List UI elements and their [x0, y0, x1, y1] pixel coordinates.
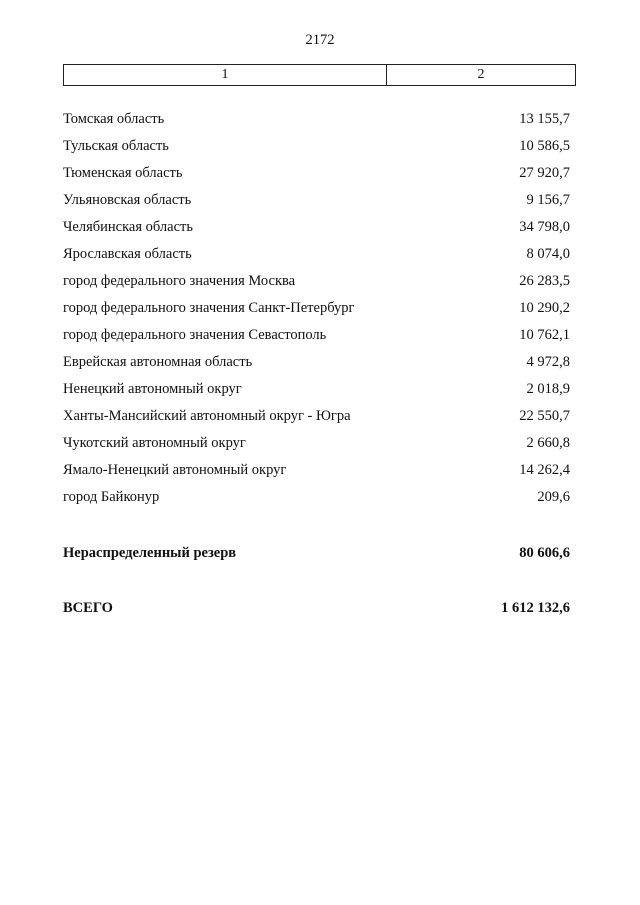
region-name: Томская область — [63, 111, 165, 127]
total-row — [63, 598, 570, 619]
region-name: Ярославская область — [63, 246, 192, 262]
column-header-table — [63, 64, 576, 86]
region-name: Челябинская область — [63, 219, 193, 235]
table-row — [63, 298, 570, 325]
region-name: Ненецкий автономный округ — [63, 381, 242, 397]
table-row — [63, 433, 570, 460]
table-row — [63, 406, 570, 433]
region-name: город федерального значения Севастополь — [63, 327, 327, 343]
table-row — [63, 136, 570, 163]
table-row — [63, 325, 570, 352]
table-row — [63, 379, 570, 406]
table-row — [63, 109, 570, 136]
region-value: 27 920,7 — [519, 165, 570, 181]
column-header-2: 2 — [477, 67, 485, 82]
column-header-1: 1 — [64, 65, 387, 85]
page-number: 2172 — [305, 32, 335, 48]
region-value: 13 155,7 — [519, 111, 570, 127]
region-name: Ульяновская область — [63, 192, 192, 208]
table-row — [63, 190, 570, 217]
region-name: Чукотский автономный округ — [63, 435, 246, 451]
table-row — [63, 352, 570, 379]
table-row — [63, 460, 570, 487]
reserve-row — [63, 543, 570, 564]
region-name: город федерального значения Санкт-Петербург — [63, 300, 355, 316]
region-value: 2 018,9 — [526, 381, 570, 397]
region-value: 10 762,1 — [519, 327, 570, 343]
table-row — [63, 487, 570, 514]
region-list — [63, 109, 570, 514]
region-name: город федерального значения Москва — [63, 273, 296, 289]
region-value: 22 550,7 — [519, 408, 570, 424]
region-value: 26 283,5 — [519, 273, 570, 289]
region-value: 9 156,7 — [526, 192, 570, 208]
reserve-label: Нераспределенный резерв — [63, 545, 237, 561]
table-row — [63, 217, 570, 244]
region-name: Еврейская автономная область — [63, 354, 253, 370]
table-row — [63, 244, 570, 271]
region-value: 2 660,8 — [526, 435, 570, 451]
region-value: 10 586,5 — [519, 138, 570, 154]
reserve-value: 80 606,6 — [519, 545, 570, 561]
region-value: 10 290,2 — [519, 300, 570, 316]
total-value: 1 612 132,6 — [501, 600, 570, 616]
region-value: 34 798,0 — [519, 219, 570, 235]
region-value: 209,6 — [537, 489, 570, 505]
region-name: Ханты-Мансийский автономный округ - Югра — [63, 408, 351, 424]
region-value: 4 972,8 — [526, 354, 570, 370]
table-row — [63, 271, 570, 298]
total-label: ВСЕГО — [63, 600, 113, 616]
region-name: Тюменская область — [63, 165, 183, 181]
region-value: 8 074,0 — [526, 246, 570, 262]
region-value: 14 262,4 — [519, 462, 570, 478]
region-name: Ямало-Ненецкий автономный округ — [63, 462, 287, 478]
region-name: город Байконур — [63, 489, 160, 505]
region-name: Тульская область — [63, 138, 169, 154]
table-row — [63, 163, 570, 190]
